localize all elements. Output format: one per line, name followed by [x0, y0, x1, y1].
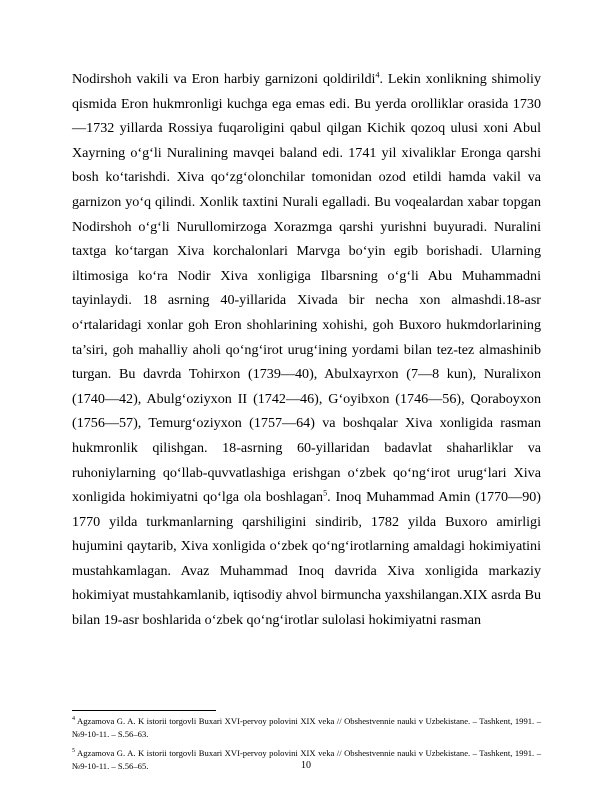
- main-paragraph: [72, 67, 541, 633]
- page-number: 10: [301, 760, 311, 771]
- footnote-divider: [72, 710, 216, 711]
- footnote-text: Agzamova G. A. K istorii torgovli Buxari XVI-pervoy polovini XIX veka // Obshestvennie nauki v Uzbekistane. – Tashkent, 1991. – №9-10-11. – S.56–65.: [72, 748, 541, 771]
- footnote-marker: 5: [72, 748, 75, 755]
- footnote-4: [72, 715, 541, 741]
- footnote-text: Agzamova G. A. K istorii torgovli Buxari XVI-pervoy polovini XIX veka // Obshestvennie nauki v Uzbekistane. – Tashkent, 1991. – №9-10-11. – S.56–63.: [72, 716, 541, 739]
- paragraph-segment-2: . Lekin xonlikning shimoliy qismida Eron hukmronligi kuchga ega emas edi. Bu yerda orolliklar orasida 1730—1732 yillarda Rossiya fuqaroligini qabul qilgan Kichik qozoq ulusi xoni Abul Xayrning o‘g‘li Nuralining mavqei baland edi. 1741 yil xivaliklar Eronga qarshi bosh ko‘tarishdi. Xiva qo‘zg‘olonchilar tomonidan ozod etildi hamda vakil va garnizon yo‘q qilindi. Xonlik taxtini Nurali egalladi. Bu voqealardan xabar topgan Nodirshoh o‘g‘li Nurullomirzoga Xorazmga qarshi yurishni buyuradi. Nuralini taxtga ko‘targan Xiva korchalonlari Marvga bo‘yin egib borishadi. Ularning iltimosiga ko‘ra Nodir Xiva xonligiga Ilbarsning o‘g‘li Abu Muhammadni tayinlaydi. 18 asrning 40-yillarida Xivada bir necha xon almashdi.18-asr o‘rtalaridagi xonlar goh Eron shohlarining xohishi, goh Buxoro hukmdorlarining ta’siri, goh mahalliy aholi qo‘ng‘irot urug‘ining yordami bilan tez-tez almashinib turgan. Bu davrda Tohirxon (1739—40), Abulxayrxon (7—8 kun), Nuralixon (1740—42), Abulg‘oziyxon II (1742—46), G‘oyibxon (1746—56), Qoraboyxon (1756—57), Temurg‘oziyxon (1757—64) va boshqalar Xiva xonligida rasman hukmronlik qilishgan. 18-asrning 60-yillaridan badavlat shaharliklar va ruhoniylarning qo‘llab-quvvatlashiga erishgan o‘zbek qo‘ng‘irot urug‘lari Xiva xonligida hokimiyatni qo‘lga ola boshlagan: [72, 71, 541, 506]
- paragraph-segment-1: Nodirshoh vakili va Eron harbiy garnizoni qoldirildi: [72, 71, 376, 87]
- footnote-marker: 4: [72, 716, 75, 723]
- paragraph-segment-3: . Inoq Muhammad Amin (1770—90) 1770 yilda turkmanlarning qarshiligini sindirib, 1782 yilda Buxoro amirligi hujumini qaytarib, Xiva xonligida o‘zbek qo‘ng‘irotlarning amaldagi hokimiyatini mustahkamlagan. Avaz Muhammad Inoq davrida Xiva xonligida markaziy hokimiyat mustahkamlanib, iqtisodiy ahvol birmuncha yaxshilangan.XIX asrda Bu bilan 19-asr boshlarida o‘zbek qo‘ng‘irotlar sulolasi hokimiyatni rasman: [72, 489, 541, 629]
- footnote-ref-4[interactable]: 4: [375, 70, 380, 80]
- footnote-ref-5[interactable]: 5: [323, 488, 328, 498]
